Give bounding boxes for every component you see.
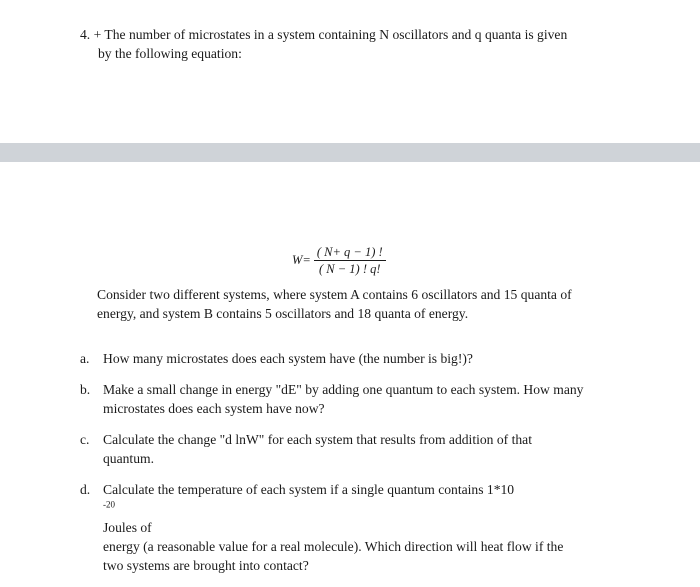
part-line: two systems are brought into contact? [103,558,309,573]
intro-line-2: energy, and system B contains 5 oscillators and 18 quanta of energy. [97,306,469,321]
equation-denominator: ( N − 1) ! q! [318,261,381,276]
part-b [80,380,640,418]
section-divider [0,143,700,162]
problem-intro [97,285,617,323]
part-text [103,349,640,368]
part-line: How many microstates does each system have (the number is big!)? [103,351,473,366]
part-line: microstates does each system have now? [103,401,325,416]
part-c [80,430,640,468]
part-text [103,480,640,575]
part-line-text: Calculate the temperature of each system if a single quantum contains 1*10 [103,482,515,497]
part-text [103,430,640,468]
part-line-text: Joules of [103,520,152,535]
part-letter: c. [80,432,90,447]
part-letter: a. [80,351,90,366]
exponent: -20 [103,499,115,510]
question-line-2: by the following equation: [98,46,242,61]
equation-fraction [314,244,386,277]
question-parts [80,349,640,587]
equation-numerator: ( N+ q − 1) ! [316,244,383,259]
part-letter: d. [80,482,91,497]
part-line: quantum. [103,451,154,466]
microstates-equation [292,240,386,280]
question-header [80,25,640,63]
intro-line-1: Consider two different systems, where system A contains 6 oscillators and 15 quanta of [97,287,572,302]
part-line: Make a small change in energy "dE" by adding one quantum to each system. How many [103,382,584,397]
question-line-1: 4. + The number of microstates in a system containing N oscillators and q quanta is given [80,27,568,42]
equation-lhs: W= [292,252,311,267]
part-d [80,480,640,575]
part-line: Calculate the change "d lnW" for each system that results from addition of that [103,432,532,447]
part-line: energy (a reasonable value for a real molecule). Which direction will heat flow if the [103,539,564,554]
part-text [103,380,640,418]
part-line [103,480,640,537]
part-letter: b. [80,382,91,397]
part-a [80,349,640,368]
